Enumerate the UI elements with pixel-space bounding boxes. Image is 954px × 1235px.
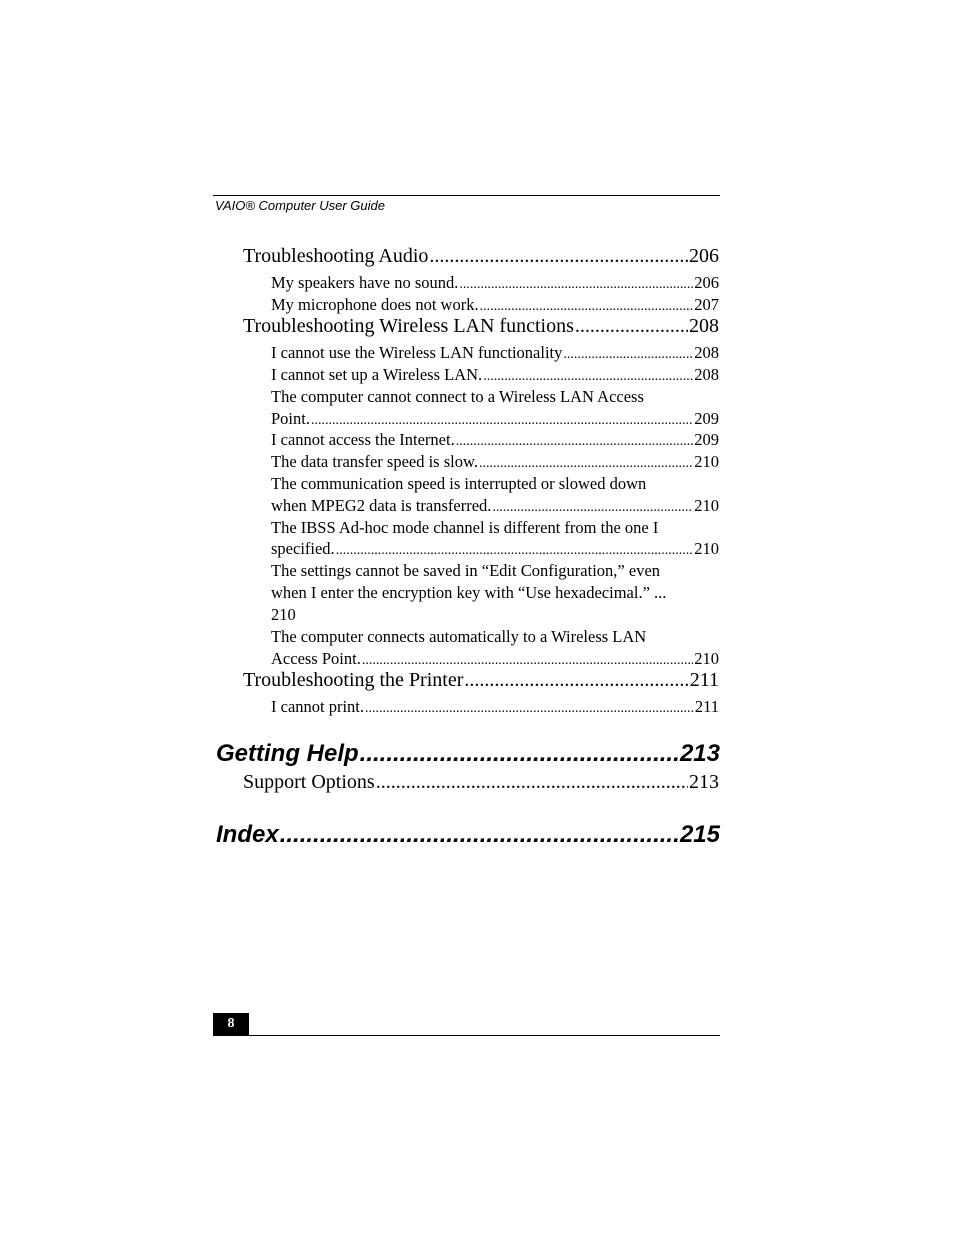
dot-leader <box>280 821 679 849</box>
toc-subentry-title: My microphone does not work. <box>271 295 479 314</box>
dot-leader <box>311 413 693 429</box>
toc-subentry[interactable] <box>271 649 719 669</box>
toc-page-number: 211 <box>694 697 719 716</box>
toc-subentry[interactable] <box>271 697 719 717</box>
toc-entry-title: Support Options <box>243 771 375 793</box>
toc-page-number: 209 <box>694 409 719 428</box>
toc-subentry-title: Access Point. <box>271 649 361 668</box>
toc-page-number: 206 <box>689 245 719 267</box>
dot-leader <box>464 669 688 692</box>
toc-subentry[interactable] <box>271 452 719 472</box>
running-head: VAIO® Computer User Guide <box>215 198 385 213</box>
toc-page-number: 215 <box>679 821 720 848</box>
toc-subentry[interactable] <box>271 273 719 293</box>
toc-entry-troubleshooting-wlan[interactable] <box>243 315 719 338</box>
toc-subentry-title: when MPEG2 data is transferred. <box>271 496 492 515</box>
page-number: 8 <box>227 1016 235 1031</box>
toc-subentry-line: when I enter the encryption key with “Use hexadecimal.” ... <box>271 583 667 602</box>
toc-subentry-line: The computer cannot connect to a Wireless LAN Access <box>271 387 644 406</box>
toc-entry-title: Troubleshooting Wireless LAN functions <box>243 315 574 337</box>
dot-leader <box>479 456 693 472</box>
dot-leader <box>365 701 694 717</box>
toc-page-number: 213 <box>689 771 719 793</box>
toc-page-number: 210 <box>271 605 296 624</box>
toc-page-number: 213 <box>679 740 720 767</box>
dot-leader <box>483 369 693 385</box>
toc-page-number: 206 <box>694 273 719 292</box>
toc-page-number: 208 <box>694 343 719 362</box>
toc-entry-title: Troubleshooting the Printer <box>243 669 464 691</box>
dot-leader <box>456 434 694 450</box>
dot-leader <box>362 653 693 669</box>
toc-subentry-line: The computer connects automatically to a Wireless LAN <box>271 627 647 646</box>
toc-chapter-title: Getting Help <box>216 740 359 767</box>
dot-leader <box>360 740 679 768</box>
toc-subentry[interactable] <box>271 430 719 450</box>
toc-page-number: 210 <box>694 539 719 558</box>
toc-page-number: 210 <box>694 649 719 668</box>
toc-subentry[interactable] <box>271 539 719 559</box>
toc-subentry[interactable] <box>271 365 719 385</box>
toc-chapter-getting-help[interactable] <box>216 740 720 768</box>
page-number-badge <box>213 1013 249 1035</box>
toc-entry-title: Troubleshooting Audio <box>243 245 429 267</box>
dot-leader <box>480 299 694 315</box>
toc-subentry-title: My speakers have no sound. <box>271 273 459 292</box>
toc-entry-troubleshooting-audio[interactable] <box>243 245 719 268</box>
toc-subentry-line: The settings cannot be saved in “Edit Configuration,” even <box>271 561 661 580</box>
toc-subentry-title: I cannot print. <box>271 697 365 716</box>
dot-leader <box>429 245 688 268</box>
toc-page-number: 207 <box>694 295 719 314</box>
toc-subentry[interactable] <box>271 343 719 363</box>
toc-subentry-line: The IBSS Ad-hoc mode channel is different from the one I <box>271 518 659 537</box>
toc-subentry-title: The data transfer speed is slow. <box>271 452 478 471</box>
toc-page-number: 210 <box>694 496 719 515</box>
toc-page-number: 208 <box>689 315 719 337</box>
toc-subentry[interactable] <box>271 496 719 516</box>
toc-entry-support-options[interactable] <box>243 771 719 794</box>
toc-chapter-title: Index <box>216 821 279 848</box>
dot-leader <box>492 500 693 516</box>
toc-subentry-title: Point. <box>271 409 310 428</box>
footer-rule <box>213 1035 720 1036</box>
toc-subentry-title: specified. <box>271 539 335 558</box>
dot-leader <box>376 771 688 794</box>
toc-chapter-index[interactable] <box>216 821 720 849</box>
toc-page-number: 211 <box>689 669 719 691</box>
toc-subentry-line: The communication speed is interrupted or slowed down <box>271 474 647 493</box>
toc-page-number: 209 <box>694 430 719 449</box>
toc-subentry[interactable] <box>271 295 719 315</box>
toc-page-number: 208 <box>694 365 719 384</box>
dot-leader <box>336 543 694 559</box>
dot-leader <box>575 315 688 338</box>
toc-page-number: 210 <box>694 452 719 471</box>
dot-leader <box>563 347 693 363</box>
toc-entry-troubleshooting-printer[interactable] <box>243 669 719 692</box>
toc-subentry-title: I cannot set up a Wireless LAN. <box>271 365 483 384</box>
toc-subentry-title: I cannot access the Internet. <box>271 430 455 449</box>
toc-subentry[interactable] <box>271 409 719 429</box>
dot-leader <box>459 277 693 293</box>
toc-subentry-title: I cannot use the Wireless LAN functionality <box>271 343 563 362</box>
